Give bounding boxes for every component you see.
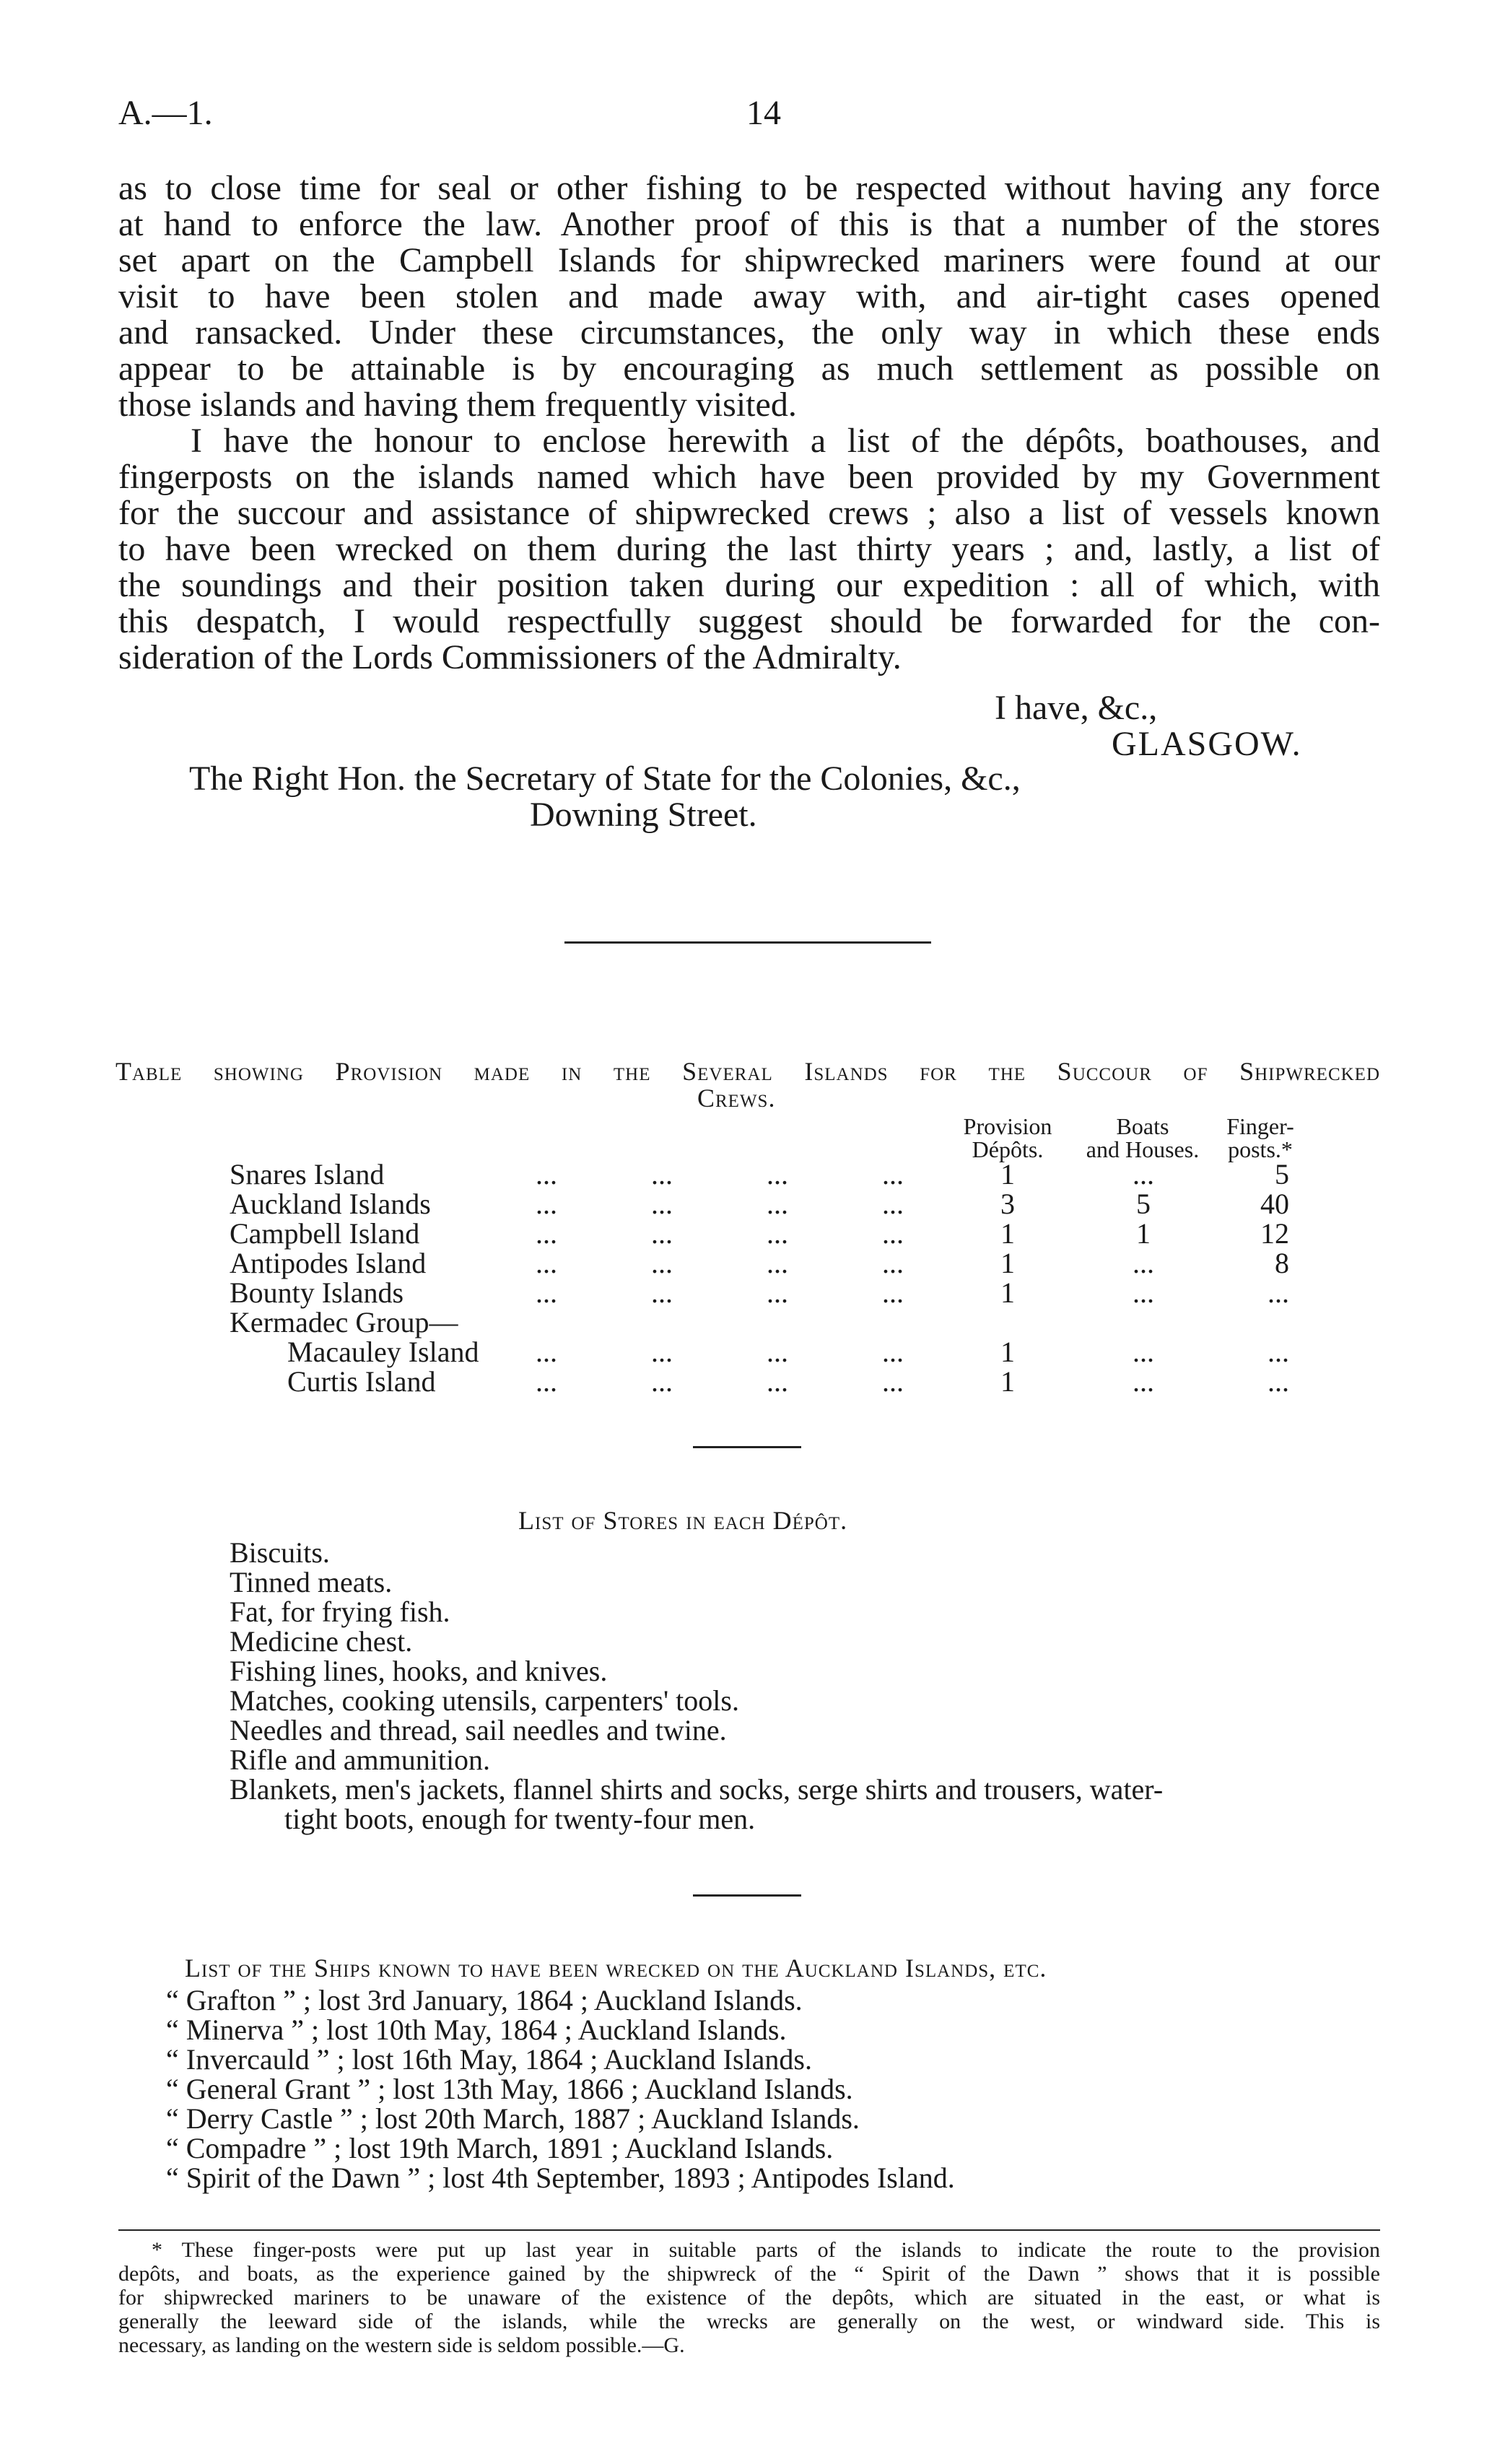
- list-item: Biscuits.: [230, 1536, 330, 1569]
- leader-dots: ...: [767, 1247, 788, 1279]
- leader-dots: ...: [651, 1217, 673, 1250]
- col-header-line: Boats: [1116, 1113, 1169, 1139]
- text-line: sideration of the Lords Commissioners of the Admiralty.: [118, 638, 902, 676]
- leader-dots: ...: [651, 1365, 673, 1398]
- footnote-line: * These finger-posts were put up last year in suitable parts of the islands to indicate the route to the provision: [152, 2238, 1380, 2262]
- text-line: those islands and having them frequently visited.: [118, 386, 797, 424]
- text-line: appear to be attainable is by encouraging as much settlement as possible on: [118, 349, 1380, 388]
- row-label: Antipodes Island: [230, 1247, 427, 1279]
- footnote-line: necessary, as landing on the western side is seldom possible.—G.: [118, 2333, 685, 2357]
- leader-dots: ...: [767, 1336, 788, 1368]
- cell-depots: 1: [1000, 1217, 1015, 1250]
- cell-posts: ...: [1268, 1276, 1289, 1309]
- body-paragraph-2: [118, 423, 1380, 676]
- text-line: and ransacked. Under these circumstances, the only way in which these ends: [118, 313, 1380, 352]
- list-item: Medicine chest.: [230, 1625, 413, 1658]
- footnote-line: generally the leeward side of the islands, while the wrecks are generally on the west, or windward side. This is: [118, 2310, 1380, 2333]
- leader-dots: ...: [767, 1365, 788, 1398]
- leader-dots: ...: [882, 1158, 904, 1190]
- cell-posts: 5: [1275, 1158, 1289, 1190]
- footnote: [118, 2238, 1380, 2357]
- list-item: Tinned meats.: [230, 1566, 393, 1598]
- leader-dots: ...: [767, 1188, 788, 1220]
- leader-dots: ...: [651, 1188, 673, 1220]
- cell-boats: ...: [1133, 1276, 1154, 1309]
- col-header-line: Provision: [963, 1113, 1052, 1139]
- cell-depots: 1: [1000, 1276, 1015, 1309]
- footnote-rule: [118, 2229, 1380, 2231]
- ships-list: [166, 1985, 955, 2193]
- table-title: Table showing Provision made in the Several Islands for the Succour of Shipwrecked: [115, 1057, 1380, 1086]
- cell-boats: ...: [1133, 1158, 1154, 1190]
- leader-dots: ...: [882, 1217, 904, 1250]
- list-item: “ Derry Castle ” ; lost 20th March, 1887 ; Auckland Islands.: [166, 2102, 860, 2135]
- cell-boats: 1: [1136, 1217, 1151, 1250]
- cell-depots: 1: [1000, 1247, 1015, 1279]
- leader-dots: ...: [882, 1276, 904, 1309]
- cell-boats: ...: [1133, 1336, 1154, 1368]
- col-header-line: Dépôts.: [972, 1136, 1044, 1162]
- leader-dots: ...: [651, 1276, 673, 1309]
- list-item: “ General Grant ” ; lost 13th May, 1866 ; Auckland Islands.: [166, 2073, 853, 2105]
- list-item: Fishing lines, hooks, and knives.: [230, 1655, 608, 1687]
- leader-dots: ...: [651, 1336, 673, 1368]
- row-label: Curtis Island: [287, 1365, 436, 1398]
- leader-dots: ...: [651, 1247, 673, 1279]
- leader-dots: ...: [536, 1336, 557, 1368]
- text-line: to have been wrecked on them during the last thirty years ; and, lastly, a list of: [118, 530, 1380, 568]
- list-item: Rifle and ammunition.: [230, 1743, 491, 1776]
- row-label: Campbell Island: [230, 1217, 420, 1250]
- text-line: this despatch, I would respectfully suggest should be forwarded for the con-: [118, 602, 1380, 640]
- leader-dots: ...: [536, 1188, 557, 1220]
- cell-posts: 12: [1260, 1217, 1289, 1250]
- signature: GLASGOW.: [1112, 725, 1302, 763]
- list-item: Needles and thread, sail needles and twine.: [230, 1714, 727, 1746]
- row-label: Macauley Island: [287, 1336, 479, 1368]
- leader-dots: ...: [882, 1365, 904, 1398]
- text-line: visit to have been stolen and made away with, and air-tight cases opened: [118, 277, 1380, 315]
- leader-dots: ...: [767, 1276, 788, 1309]
- col-header-line: and Houses.: [1086, 1136, 1200, 1162]
- leader-dots: ...: [882, 1336, 904, 1368]
- col-header-line: Finger-: [1226, 1113, 1294, 1139]
- stores-list: [230, 1538, 1163, 1834]
- leader-dots: ...: [767, 1158, 788, 1190]
- cell-depots: 3: [1000, 1188, 1015, 1220]
- footnote-line: for shipwrecked mariners to be unaware of the existence of the depôts, which are situated in the east, or what is: [118, 2286, 1380, 2310]
- text-line: the soundings and their position taken during our expedition : all of which, with: [118, 566, 1380, 604]
- section-label: A.—1.: [118, 94, 213, 132]
- list-item: “ Spirit of the Dawn ” ; lost 4th September, 1893 ; Antipodes Island.: [166, 2162, 955, 2194]
- list-item: Blankets, men's jackets, flannel shirts and socks, serge shirts and trousers, water-: [230, 1773, 1164, 1806]
- text-line: I have the honour to enclose herewith a list of the dépôts, boathouses, and: [191, 422, 1380, 460]
- closing-salutation: I have, &c.,: [995, 689, 1158, 727]
- leader-dots: ...: [536, 1158, 557, 1190]
- leader-dots: ...: [651, 1158, 673, 1190]
- row-label: Bounty Islands: [230, 1276, 404, 1309]
- text-line: for the succour and assistance of shipwrecked crews ; also a list of vessels known: [118, 494, 1380, 532]
- ships-title: List of the Ships known to have been wrecked on the Auckland Islands, etc.: [185, 1954, 1047, 1982]
- section-divider: [693, 1446, 801, 1448]
- cell-boats: ...: [1133, 1365, 1154, 1398]
- leader-dots: ...: [536, 1247, 557, 1279]
- col-header-boats: [1067, 1115, 1218, 1161]
- text-line: fingerposts on the islands named which have been provided by my Government: [118, 458, 1380, 496]
- col-header-posts: [1210, 1115, 1311, 1161]
- body-paragraph-1: [118, 170, 1380, 423]
- page-number: 14: [746, 94, 781, 132]
- leader-dots: ...: [882, 1188, 904, 1220]
- text-line: as to close time for seal or other fishing to be respected without having any force: [118, 169, 1380, 207]
- cell-posts: 40: [1260, 1188, 1289, 1220]
- cell-depots: 1: [1000, 1365, 1015, 1398]
- table-title-continued: Crews.: [697, 1084, 776, 1113]
- section-divider: [564, 941, 931, 944]
- list-item: “ Compadre ” ; lost 19th March, 1891 ; Auckland Islands.: [166, 2132, 834, 2164]
- list-item: Matches, cooking utensils, carpenters' tools.: [230, 1684, 739, 1717]
- leader-dots: ...: [536, 1365, 557, 1398]
- cell-depots: 1: [1000, 1158, 1015, 1190]
- list-item: “ Invercauld ” ; lost 16th May, 1864 ; Auckland Islands.: [166, 2043, 812, 2076]
- addressee-line-2: Downing Street.: [530, 796, 757, 834]
- cell-depots: 1: [1000, 1336, 1015, 1368]
- leader-dots: ...: [767, 1217, 788, 1250]
- leader-dots: ...: [536, 1276, 557, 1309]
- stores-title: List of Stores in each Dépôt.: [518, 1506, 848, 1535]
- cell-posts: 8: [1275, 1247, 1289, 1279]
- cell-boats: 5: [1136, 1188, 1151, 1220]
- list-item: tight boots, enough for twenty-four men.: [284, 1803, 756, 1835]
- footnote-line: depôts, and boats, as the experience gained by the shipwreck of the “ Spirit of the Dawn ” shows that it is possible: [118, 2262, 1380, 2286]
- list-item: “ Minerva ” ; lost 10th May, 1864 ; Auckland Islands.: [166, 2014, 787, 2046]
- cell-posts: ...: [1268, 1365, 1289, 1398]
- section-divider: [693, 1894, 801, 1897]
- row-label: Kermadec Group—: [230, 1306, 458, 1338]
- col-header-depots: [935, 1115, 1080, 1161]
- addressee-line-1: The Right Hon. the Secretary of State for the Colonies, &c.,: [189, 759, 1021, 798]
- row-label: Auckland Islands: [230, 1188, 431, 1220]
- cell-boats: ...: [1133, 1247, 1154, 1279]
- text-line: set apart on the Campbell Islands for shipwrecked mariners were found at our: [118, 241, 1380, 279]
- cell-posts: ...: [1268, 1336, 1289, 1368]
- row-label: Snares Island: [230, 1158, 385, 1190]
- text-line: at hand to enforce the law. Another proof of this is that a number of the stores: [118, 205, 1380, 243]
- list-item: Fat, for frying fish.: [230, 1595, 450, 1628]
- leader-dots: ...: [882, 1247, 904, 1279]
- col-header-line: posts.*: [1228, 1136, 1293, 1162]
- leader-dots: ...: [536, 1217, 557, 1250]
- list-item: “ Grafton ” ; lost 3rd January, 1864 ; Auckland Islands.: [166, 1984, 803, 2016]
